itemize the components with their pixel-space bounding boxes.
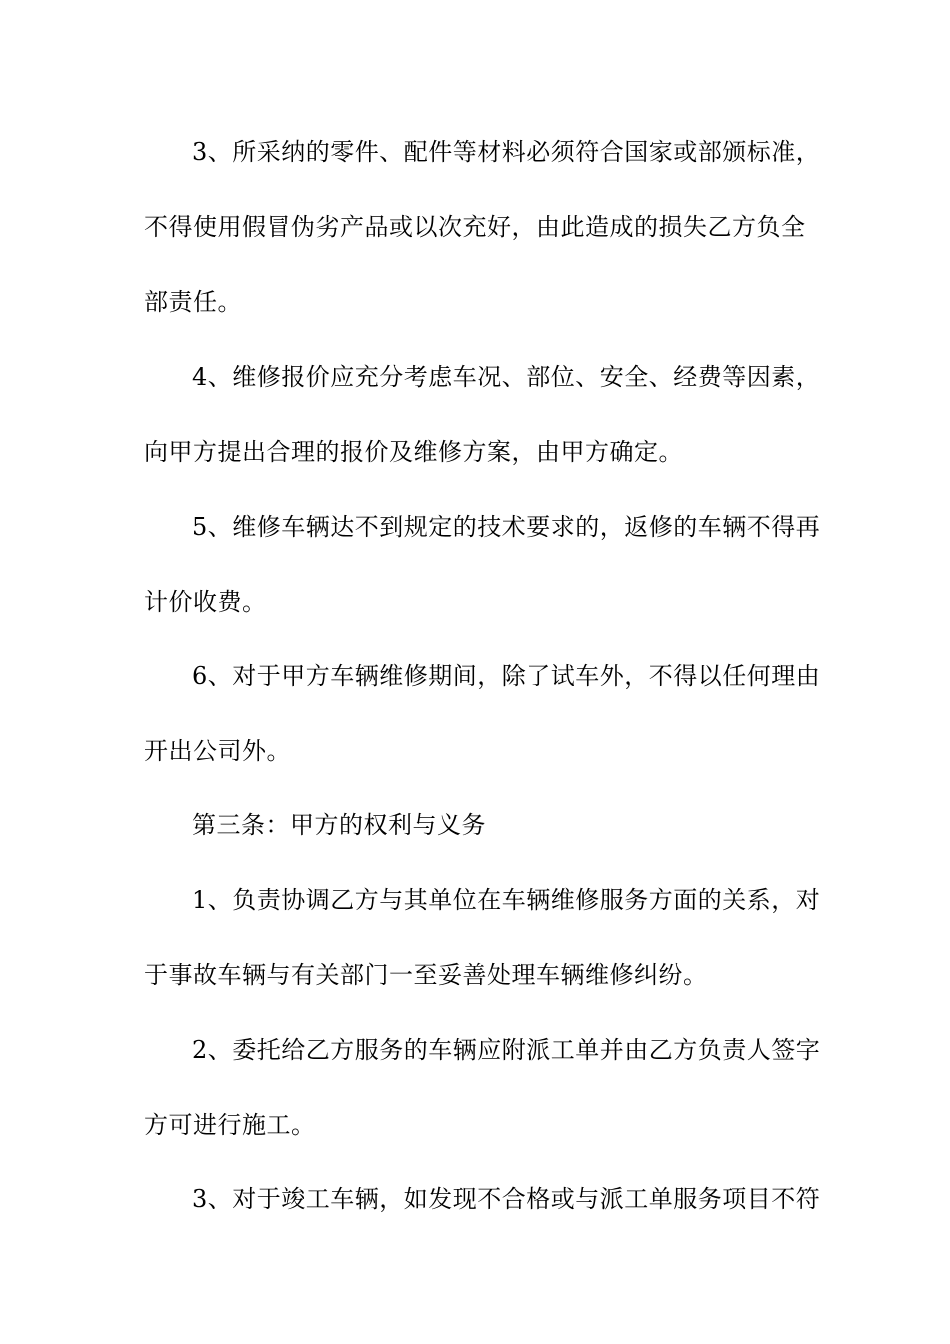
article-3-item-3-line-1: 3、对于竣工车辆，如发现不合格或与派工单服务项目不符	[192, 1185, 821, 1213]
paragraph-3-line-2: 不得使用假冒伪劣产品或以次充好，由此造成的损失乙方负全	[144, 213, 806, 241]
article-3-item-2-line-1: 2、委托给乙方服务的车辆应附派工单并由乙方负责人签字	[192, 1036, 821, 1064]
paragraph-6-line-1: 6、对于甲方车辆维修期间，除了试车外，不得以任何理由	[192, 662, 821, 690]
article-3-item-2-line-2: 方可进行施工。	[144, 1111, 316, 1139]
paragraph-6-line-2: 开出公司外。	[144, 737, 291, 765]
article-3-item-1-line-1: 1、负责协调乙方与其单位在车辆维修服务方面的关系，对	[192, 886, 821, 914]
paragraph-4-line-1: 4、维修报价应充分考虑车况、部位、安全、经费等因素，	[192, 363, 821, 391]
article-3-item-1-line-2: 于事故车辆与有关部门一至妥善处理车辆维修纠纷。	[144, 961, 708, 989]
section-heading-article-3: 第三条：甲方的权利与义务	[192, 811, 486, 839]
paragraph-3-line-3: 部责任。	[144, 288, 242, 316]
paragraph-5-line-2: 计价收费。	[144, 588, 267, 616]
paragraph-5-line-1: 5、维修车辆达不到规定的技术要求的，返修的车辆不得再	[192, 513, 821, 541]
paragraph-3-line-1: 3、所采纳的零件、配件等材料必须符合国家或部颁标准，	[192, 138, 821, 166]
paragraph-4-line-2: 向甲方提出合理的报价及维修方案，由甲方确定。	[144, 438, 683, 466]
